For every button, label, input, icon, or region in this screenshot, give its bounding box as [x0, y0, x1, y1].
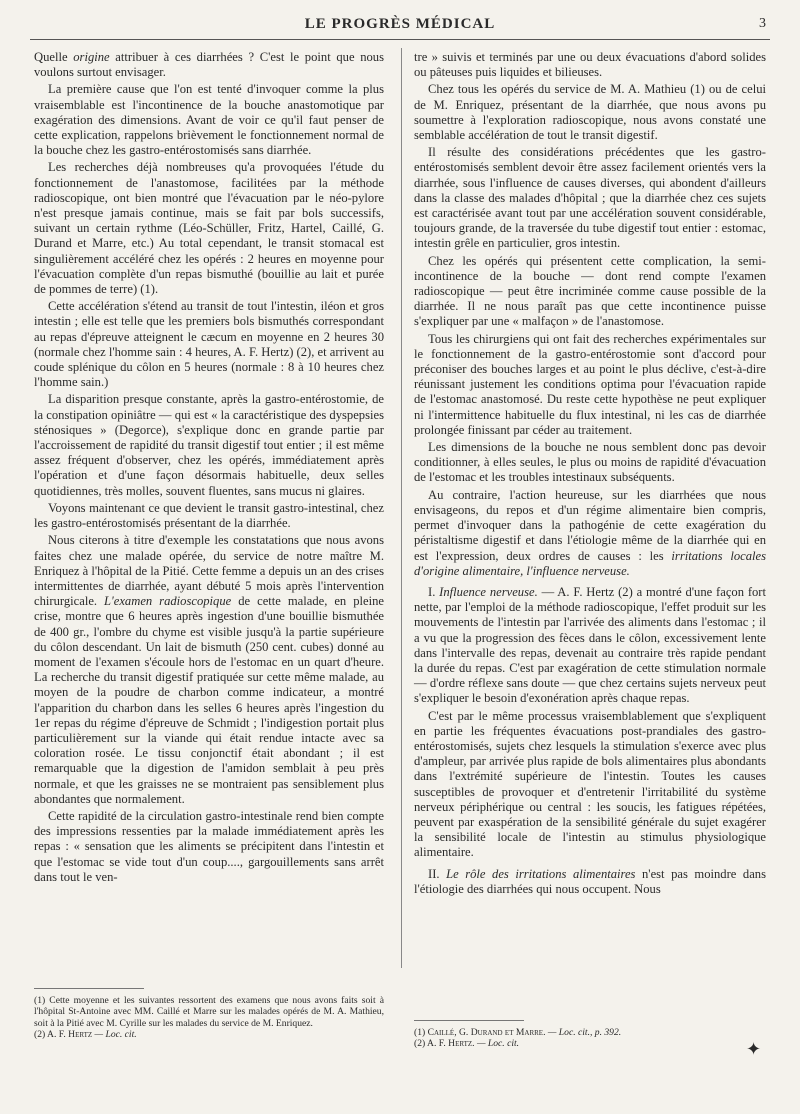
- section-paragraph: II. Le rôle des irritations alimentaires n'est pas moindre dans l'étiologie des diarrhées qui nous occupent. Nous: [414, 866, 766, 896]
- paragraph: Cette accélération s'étend au transit de tout l'intestin, iléon et gros intestin ; elle est telle que les premiers bols bismuthés correspondant au repas d'épreuve atteignent le cæcum en moyenne en 2 heures 30 (normale chez l'homme sain : 4 heures, A. F. Hertz) (2), et arrivent au coude splénique du côlon en 5 heures (normale : 8 à 10 heures chez l'homme sain.): [34, 299, 384, 390]
- journal-title: LE PROGRÈS MÉDICAL: [304, 16, 496, 32]
- right-column: [414, 50, 766, 899]
- paragraph: tre » suivis et terminés par une ou deux évacuations d'abord solides ou pâteuses puis liquides et bilieuses.: [414, 50, 766, 80]
- paragraph: C'est par le même processus vraisemblablement que s'expliquent en partie les fréquentes évacuations post-prandiales des gastro-entérostomisés, sujets chez lesquels la stimulation s'exerce avec plus d'ampleur, par arrivée plus rapide de bols alimentaires plus abondants dans l'extrémité supérieure de l'intestin. Toutes les causes susceptibles de provoquer et d'entretenir l'irritabilité du système nerveux périphérique ou central : les soucis, les fatigues répétées, peuvent par exaspération de la sensibilité générale du sujet exagérer la sensibilité locale de l'intestin au stimulus physiologique alimentaire.: [414, 708, 766, 860]
- ornament-icon: ✦: [746, 1039, 762, 1059]
- footnote-rule: [34, 988, 144, 989]
- paragraph: Cette rapidité de la circulation gastro-intestinale rend bien compte des impressions ressenties par la malade immédiatement après les repas : « sensation que les aliments se précipitent dans l'intestin et que l'estomac se vide tout d'un coup...., gargouillements sans arrêt dans tout le ven-: [34, 808, 384, 884]
- paragraph: Nous citerons à titre d'exemple les constatations que nous avons faites chez une malade opérée, du service de notre maître M. Enriquez à l'hôpital de la Pitié. Cette femme a depuis un an des crises intermittentes de diarrhée, ayant débuté 5 mois après l'intervention chirurgicale. L'examen radioscopique de cette malade, en pleine crise, montre que 6 heures après ingestion d'une bouillie bismuthée de 400 gr., l'ombre du chyme est visible jusqu'à la partie supérieure du côlon descendant. Un lait de bismuth (250 cent. cubes) donné au moment de l'examen s'écoule hors de l'estomac en un quart d'heure. La recherche du transit digestif pratiquée sur cette même malade, au moyen de la poudre de charbon comme indicateur, a montré l'apparition du charbon dans les selles 6 heures après l'ingestion du 1er repas du régime d'épreuve de Schmidt ; l'indigestion portait plus particulièrement sur la viande qui était rendue intacte avec sa coloration rosée. Le tissu conjonctif était abondant ; il est remarquable que la digestion de l'amidon semblait à peu près normale, et que les graisses ne se montraient pas sensiblement plus abondantes que normalement.: [34, 533, 384, 806]
- paragraph: Quelle origine attribuer à ces diarrhées ? C'est le point que nous voulons surtout envisager.: [34, 50, 385, 80]
- footnote-rule: [414, 1020, 524, 1021]
- paragraph: Il résulte des considérations précédentes que les gastro-entérostomisés semblent devoir être assez facilement orientés vers la diarrhée, sous l'influence de causes diverses, qui abondent d'ailleurs dans la classe des malades d'hôpital ; que la diarrhée chez ces sujets est caractérisée avant tout par une accélération souvent considérable, toujours grande, de la traversée du tube digestif tout entier : estomac, intestin grêle en particulier, gros intestin.: [414, 145, 766, 251]
- header-rule: [30, 39, 770, 40]
- paragraph: La disparition presque constante, après la gastro-entérostomie, de la constipation opiniâtre — qui est « la caractéristique des dyspepsies sténosiques » (Degorce), s'explique donc en grande partie par l'accroissement de rapidité du transit digestif tout entier ; il est même assez fréquent d'observer, chez les opérés, immédiatement après l'opération et d'une façon désormais habituelle, deux selles quotidiennes, très molles, souvent fluentes, sans mucus ni glaires.: [34, 392, 384, 498]
- column-divider: [401, 48, 402, 968]
- paragraph: Chez les opérés qui présentent cette complication, la semi-incontinence de la bouche — dont rend compte l'examen radioscopique — peut être incriminée comme cause possible de la diarrhée. Il ne nous paraît pas que cette incontinence puisse s'expliquer par une « malfaçon » de l'anastomose.: [414, 253, 766, 329]
- page-number: 3: [759, 16, 766, 31]
- paragraph: Les dimensions de la bouche ne nous semblent donc pas devoir conditionner, à elles seules, le plus ou moins de rapidité d'évacuation de l'estomac et les troubles intestinaux subséquents.: [414, 440, 766, 485]
- left-footnotes: [34, 988, 384, 1041]
- paragraph: Tous les chirurgiens qui ont fait des recherches expérimentales sur le fonctionnement de la gastro-entérostomie sont d'accord pour préconiser des bouches larges et au point le plus déclive, c'est-à-dire réunissant justement les conditions optima pour l'évacuation rapide de l'estomac anastomosé. Du reste cette hypothèse ne peut expliquer ni l'intermittence habituelle du flux intestinal, ni les cas de diarrhée prolongée finissant par céder au traitement.: [414, 331, 766, 437]
- section-paragraph: I. Influence nerveuse. — A. F. Hertz (2) a montré d'une façon fort nette, par l'emploi de la méthode radioscopique, l'effet produit sur les mouvements de l'intestin par l'arrivée des aliments dans l'estomac ; il a vu que la progression des fèces dans le côlon, excessivement lente dans l'intervalle des repas, devenait au contraire très rapide pendant la durée du repas. C'est par exagération de cette stimulation normale — d'ordre réflexe sans doute — que chez certains sujets nerveux peut s'expliquer le besoin d'exonération après chaque repas.: [414, 584, 766, 706]
- footnote: (1) Caillé, G. Durand et Marre. — Loc. cit., p. 392.: [414, 1027, 622, 1038]
- footnote: (1) Cette moyenne et les suivantes ressortent des examens que nous avons faits soit à l'hôpital St-Antoine avec MM. Caillé et Marre sur les malades opérés de M. A. Mathieu, soit à la Pitié avec M. Cyrille sur les malades du service de M. Enriquez.: [34, 995, 384, 1029]
- paragraph: Voyons maintenant ce que devient le transit gastro-intestinal, chez les gastro-entérostomisés présentant de la diarrhée.: [34, 500, 384, 531]
- footnote: (2) A. F. Hertz. — Loc. cit.: [414, 1038, 520, 1050]
- paragraph: Les recherches déjà nombreuses qu'a provoquées l'étude du fonctionnement de l'anastomose, facilitées par la méthode radioscopique, ont bien montré que l'évacuation par le néo-pylore n'est presque jamais continue, mais se fait par bols successifs, suivant un certain rythme (Léo-Schüller, Fritz, Hartel, Caillé, G. Durand et Marre, etc.) Au total cependant, le transit stomacal est singulièrement accéléré chez les opérés : 2 heures en moyenne pour l'évacuation complète d'un repas bismuthé (bouillie au lait et purée de pommes de terre) (1).: [34, 160, 384, 297]
- left-column: [34, 50, 384, 887]
- paragraph: Chez tous les opérés du service de M. A. Mathieu (1) ou de celui de M. Enriquez, présentant de la diarrhée, que nous avons pu soumettre à l'exploration radioscopique, nous avons constaté une semblable accélération de tout le transit digestif.: [414, 82, 766, 143]
- footnote: (2) A. F. Hertz — Loc. cit.: [34, 1029, 137, 1041]
- paragraph: La première cause que l'on est tenté d'invoquer comme la plus vraisemblable est l'incontinence de la bouche anastomotique par exagération des dimensions. Avant de voir ce qu'il faut penser de cette explication, rappelons brièvement le fonctionnement normal de la bouche chez les gastro-entérostomisés sans diarrhée.: [34, 82, 384, 158]
- page-header: [30, 14, 770, 38]
- paragraph: Au contraire, l'action heureuse, sur les diarrhées que nous envisageons, du repos et d'un régime alimentaire bien compris, permet d'invoquer dans la pathogénie de cette exagération du péristaltisme digestif et dans l'étiologie même de la diarrhée qui en est l'expression, deux ordres de causes : les irritations locales d'origine alimentaire, l'influence nerveuse.: [414, 487, 766, 578]
- right-footnotes: [414, 1020, 764, 1050]
